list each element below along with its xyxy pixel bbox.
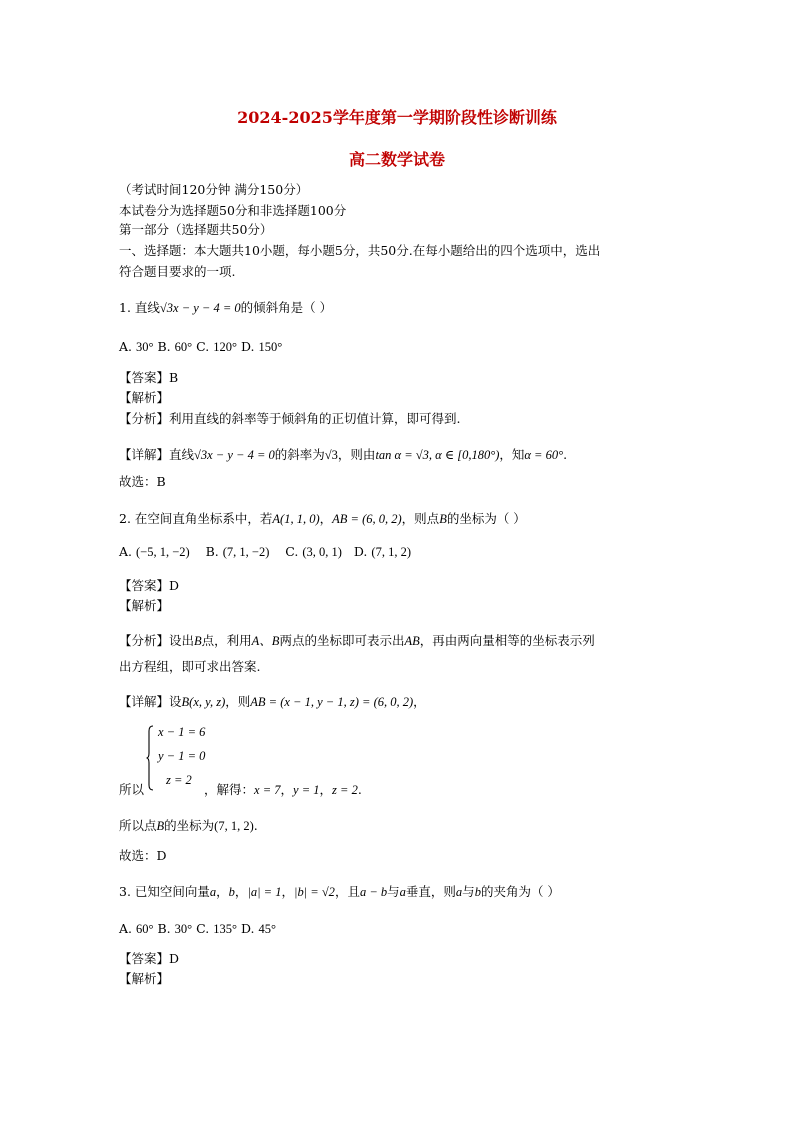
q3-vector-a-3: a — [455, 885, 463, 899]
q2-option-a-label: A. — [119, 544, 133, 559]
q2-z-value: z = 2 — [332, 783, 358, 797]
q1-detail-text-d: ，知 — [499, 447, 525, 462]
section-instructions-line2: 符合题目要求的一项. — [119, 264, 236, 279]
q1-detail-text-a: 【详解】直线 — [119, 447, 195, 462]
q2-option-d-label: D. — [353, 544, 368, 559]
q3-vector-b: b — [228, 885, 235, 899]
q2-answer: 【答案】D — [119, 578, 180, 593]
q2-fenxi-text-c: 两点的坐标即可表示出 — [279, 633, 405, 648]
q2-solution-end: . — [357, 782, 362, 797]
q3-vector-b-2: b — [474, 885, 481, 899]
q2-conclusion-point: B — [156, 819, 165, 833]
q2-conclusion-text-a: 所以点 — [119, 818, 157, 833]
q2-option-d: (7, 1, 2) — [371, 545, 411, 559]
q2-option-b: (7, 1, −2) — [222, 545, 270, 559]
q2-sep-2: ， — [319, 782, 333, 797]
q2-fenxi-line2: 出方程组，即可求出答案. — [119, 659, 261, 674]
q2-detail — [119, 693, 426, 711]
q1-option-d: 150° — [258, 340, 283, 354]
q2-detail-text-b: ，则 — [225, 694, 251, 709]
q1-equation: √3x − y − 4 = 0 — [159, 301, 241, 315]
q2-option-c: (3, 0, 1) — [302, 545, 342, 559]
q3-norm-a: |a| = 1 — [247, 885, 282, 899]
q1-detail-equation: √3x − y − 4 = 0 — [194, 448, 275, 462]
q1-choose: 故选：B — [119, 474, 166, 489]
q2-conclusion-value: (7, 1, 2) — [214, 819, 254, 833]
system-equation-2: y − 1 = 0 — [158, 749, 206, 763]
q3-option-d-label: D. — [240, 921, 255, 936]
exam-subtitle: 高二数学试卷 — [348, 150, 445, 169]
q2-conclusion — [119, 817, 258, 835]
q1-option-a: 30° — [136, 340, 154, 354]
q1-detail — [119, 446, 567, 464]
q2-comma: ， — [319, 511, 333, 526]
q2-x-value: x = 7 — [254, 783, 281, 797]
part-one-heading: 第一部分（选择题共50分） — [119, 222, 273, 237]
score-split-note: 本试卷分为选择题50分和非选择题100分 — [119, 203, 347, 218]
q2-fenxi-points: A、B — [251, 634, 280, 648]
q3-option-b-label: B. — [157, 921, 171, 936]
q3-prefix: 3. 已知空间向量 — [119, 884, 210, 899]
q2-fenxi-text-b: 点，利用 — [201, 633, 252, 648]
q2-analysis-tag: 【解析】 — [119, 598, 170, 613]
q2-so-label: 所以 — [119, 782, 145, 797]
q3-with-1: 与 — [387, 884, 400, 899]
q3-option-c-label: C. — [196, 921, 210, 936]
q1-detail-result: α = 60° — [524, 448, 564, 462]
q1-detail-tan: tan α = √3, α ∈ [0,180°) — [375, 448, 500, 462]
exam-time-note: （考试时间120分钟 满分150分） — [119, 182, 309, 197]
q2-conclusion-text-b: 的坐标为 — [164, 818, 215, 833]
q2-choose: 故选：D — [119, 848, 167, 863]
q1-detail-end: . — [563, 447, 568, 462]
q1-option-d-label: D. — [240, 339, 255, 354]
q1-fenxi: 【分析】利用直线的斜率等于倾斜角的正切值计算，即可得到. — [119, 411, 461, 426]
q2-vector-ab: AB = (6, 0, 2) — [332, 512, 402, 526]
q3-option-a: 60° — [136, 922, 154, 936]
system-equation-3: z = 2 — [166, 773, 192, 787]
q1-suffix: 的倾斜角是（ ） — [240, 300, 333, 315]
q1-option-a-label: A. — [119, 339, 133, 354]
q2-fenxi-text-d: ，再由两向量相等的坐标表示列 — [419, 633, 595, 648]
q2-fenxi-line1 — [119, 632, 595, 650]
q3-mid-text: ，且 — [334, 884, 360, 899]
q2-suffix-a: ，则点 — [401, 511, 440, 526]
q2-fenxi-vector: AB — [404, 634, 420, 648]
q2-suffix-b: 的坐标为（ ） — [446, 511, 526, 526]
q2-fenxi-point-b: B — [194, 634, 202, 648]
exam-title: 2024-2025学年度第一学期阶段性诊断训练 — [237, 108, 557, 127]
q3-options — [119, 920, 276, 938]
q1-analysis-tag: 【解析】 — [119, 390, 170, 405]
q2-option-b-label: B. — [205, 544, 219, 559]
q1-answer: 【答案】B — [119, 370, 179, 385]
q3-with-2: 与 — [462, 884, 475, 899]
q3-difference: a − b — [359, 885, 388, 899]
question-2 — [119, 510, 526, 528]
q2-solve-label: ，解得： — [204, 782, 255, 797]
section-instructions-line1: 一、选择题：本大题共10小题，每小题5分，共50分.在每小题给出的四个选项中，选出 — [119, 243, 601, 258]
q1-options — [119, 338, 282, 356]
q3-option-c: 135° — [213, 922, 237, 936]
q2-detail-vector-eq: AB = (x − 1, y − 1, z) = (6, 0, 2) — [250, 695, 414, 709]
q2-detail-point: B(x, y, z) — [181, 695, 226, 709]
q2-detail-text-a: 【详解】设 — [119, 694, 182, 709]
q3-option-d: 45° — [258, 922, 276, 936]
q2-conclusion-end: . — [253, 818, 258, 833]
q1-option-b-label: B. — [157, 339, 171, 354]
q3-option-b: 30° — [174, 922, 193, 936]
q2-option-c-label: C. — [285, 544, 299, 559]
q2-detail-text-c: ， — [413, 694, 426, 709]
q2-solution — [119, 781, 362, 799]
q2-options — [119, 543, 411, 561]
q1-detail-text-b: 的斜率为 — [274, 447, 325, 462]
q2-prefix: 2. 在空间直角坐标系中，若 — [119, 511, 273, 526]
q3-norm-b: |b| = √2 — [294, 885, 335, 899]
q1-option-c-label: C. — [196, 339, 210, 354]
q1-option-b: 60° — [174, 340, 193, 354]
question-3: 3. 已知空间向量a，b，|a| = 1，|b| = √2，且a − b与a垂直，则a与b的夹角为（ ） — [119, 884, 560, 899]
q2-y-value: y = 1 — [293, 783, 320, 797]
q2-option-a: (−5, 1, −2) — [136, 545, 190, 559]
q3-option-a-label: A. — [119, 921, 133, 936]
q1-prefix: 1. 直线 — [119, 300, 160, 315]
q3-vector-a-2: a — [399, 885, 406, 899]
q2-fenxi-text-a: 【分析】设出 — [119, 633, 195, 648]
question-1 — [119, 299, 332, 317]
q3-answer: 【答案】D — [119, 951, 180, 966]
q1-detail-text-c: ，则由 — [337, 447, 376, 462]
q2-point-b: B — [439, 512, 447, 526]
q3-analysis-tag: 【解析】 — [119, 971, 170, 986]
q3-vector-a: a — [209, 885, 217, 899]
system-equation-1: x − 1 = 6 — [158, 725, 206, 739]
q2-point-a: A(1, 1, 0) — [272, 512, 320, 526]
q1-option-c: 120° — [213, 340, 237, 354]
q3-perp-text: 垂直，则 — [405, 884, 456, 899]
q1-detail-slope: √3 — [324, 448, 338, 462]
q3-suffix: 的夹角为（ ） — [480, 884, 560, 899]
q2-sep-1: ， — [280, 782, 294, 797]
